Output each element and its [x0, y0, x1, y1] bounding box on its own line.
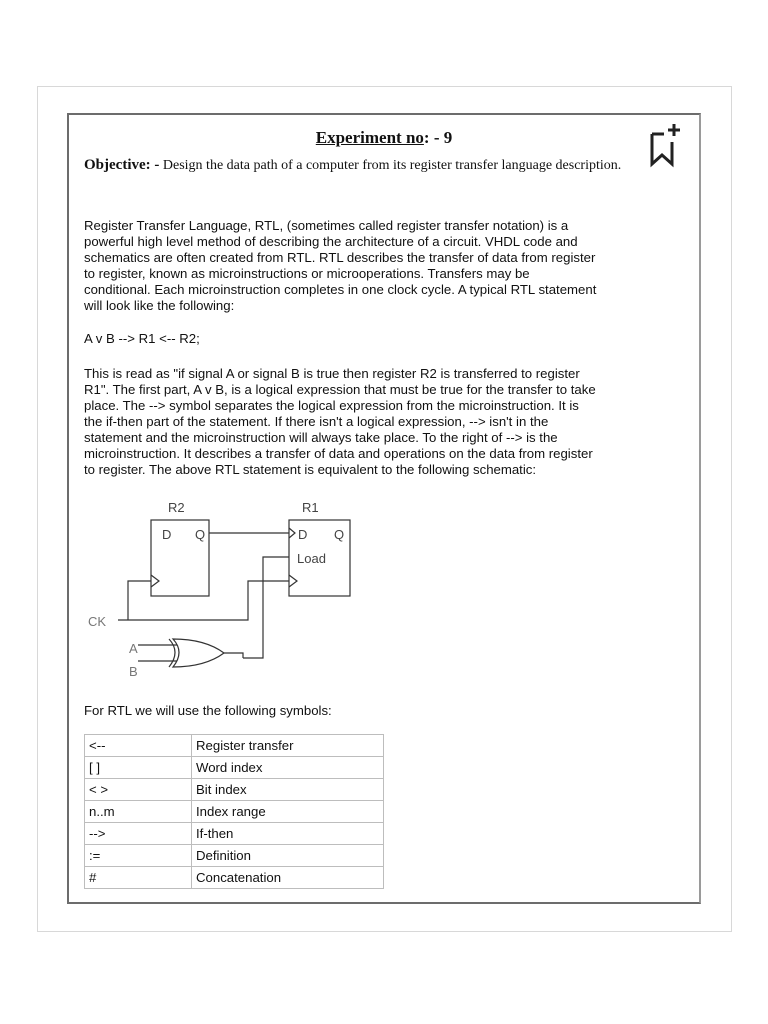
table-row: [85, 823, 384, 845]
or-output-wire: [224, 653, 243, 658]
symbol-cell: #: [85, 867, 192, 889]
explanation-paragraph: This is read as "if signal A or signal B is true then register R2 is transferred to register R1". The first part, A v B, is a logical expression that must be true for the transfer to take place. The --> symbol separates the logical expression from the microinstruction. It is the if-then part of the statement. If there isn't a logical expression, --> isn't in the statement and the microinstruction will always take place. To the right of --> is the microinstruction. It describes a transfer of data and operations on the data from register to register. The above RTL statement is equivalent to the following schematic:: [84, 366, 596, 477]
table-row: [85, 757, 384, 779]
symbol-cell: <--: [85, 735, 192, 757]
r1-d-label: D: [298, 527, 308, 542]
intro-paragraph: Register Transfer Language, RTL, (sometimes called register transfer notation) is a powerful high level method of describing the architecture of a circuit. VHDL code and schematics are often created from RTL. RTL describes the transfer of data from register to register, known as microinstructions or microoperations. Transfers may be conditional. Each microinstruction completes in one clock cycle. A typical RTL statement will look like the following:: [84, 218, 597, 313]
meaning-cell: Concatenation: [192, 867, 384, 889]
meaning-cell: Word index: [192, 757, 384, 779]
ck-label: CK: [88, 614, 107, 629]
r1-q-label: Q: [334, 527, 345, 542]
symbol-cell: < >: [85, 779, 192, 801]
input-b-label: B: [129, 664, 138, 679]
symbol-cell: n..m: [85, 801, 192, 823]
rtl-schematic: [80, 495, 380, 690]
objective-label: Objective: -: [84, 157, 160, 173]
objective-text: Design the data path of a computer from its register transfer language description.: [162, 158, 622, 173]
r2-d-label: D: [162, 527, 172, 542]
table-row: [85, 779, 384, 801]
meaning-cell: Bit index: [192, 779, 384, 801]
symbol-cell: [ ]: [85, 757, 192, 779]
meaning-cell: Register transfer: [192, 735, 384, 757]
symbols-intro: For RTL we will use the following symbols:: [84, 703, 332, 718]
load-label: Load: [297, 551, 326, 566]
rtl-statement: A v B --> R1 <-- R2;: [84, 331, 200, 346]
symbols-table: [84, 734, 384, 889]
objective: [84, 157, 629, 174]
table-row: [85, 867, 384, 889]
table-row: [85, 845, 384, 867]
meaning-cell: If-then: [192, 823, 384, 845]
input-a-label: A: [129, 641, 138, 656]
r2-q-label: Q: [195, 527, 206, 542]
load-wire: [243, 557, 289, 658]
r1-d-notch: [289, 528, 295, 538]
symbol-cell: :=: [85, 845, 192, 867]
r2-label: R2: [168, 500, 185, 515]
symbol-cell: -->: [85, 823, 192, 845]
or-gate: [169, 639, 224, 667]
title-label: Experiment no: [315, 128, 424, 147]
r1-label: R1: [302, 500, 319, 515]
meaning-cell: Definition: [192, 845, 384, 867]
table-row: [85, 801, 384, 823]
r2-clock-notch: [151, 575, 159, 587]
page-title: [0, 128, 768, 148]
meaning-cell: Index range: [192, 801, 384, 823]
table-row: [85, 735, 384, 757]
r1-clock-notch: [289, 575, 297, 587]
title-suffix: : - 9: [423, 128, 453, 147]
